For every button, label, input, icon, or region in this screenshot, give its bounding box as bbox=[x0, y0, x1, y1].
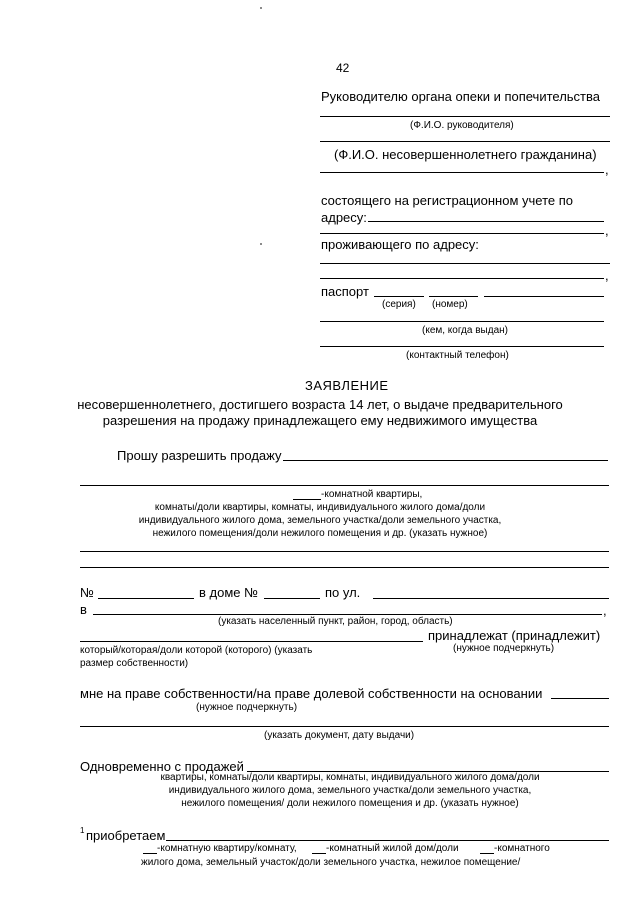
number-label: № bbox=[80, 585, 94, 600]
head-name-line bbox=[320, 116, 610, 117]
locality-hint: (указать населенный пункт, район, город, область) bbox=[218, 616, 453, 627]
acquire-line bbox=[166, 840, 609, 841]
apartment-number-line bbox=[98, 598, 194, 599]
comma: , bbox=[605, 223, 609, 238]
blank-line bbox=[80, 551, 609, 552]
address-line-2 bbox=[320, 233, 604, 234]
acquire-label: приобретаем bbox=[86, 828, 166, 843]
acq-count-line-1 bbox=[143, 853, 157, 854]
blank-line bbox=[80, 567, 609, 568]
head-name-line-2 bbox=[320, 141, 610, 142]
residing-line-1 bbox=[320, 263, 610, 264]
acq-hint-1: -комнатную квартиру/комнату, bbox=[157, 843, 297, 854]
ownership-label: мне на праве собственности/на праве долевой собственности на основании bbox=[80, 686, 543, 701]
comma: , bbox=[605, 162, 609, 177]
sim-hint-1: квартиры, комнаты/доли квартиры, комнаты, индивидуального жилого дома/доли bbox=[160, 772, 540, 783]
residing-line-2 bbox=[320, 278, 604, 279]
addressee-line: Руководителю органа опеки и попечительства bbox=[321, 89, 600, 104]
underline-hint-1: (нужное подчеркнуть) bbox=[453, 643, 555, 654]
simultaneous-label: Одновременно с продажей bbox=[80, 759, 244, 774]
request-line-2 bbox=[80, 485, 609, 486]
footnote-mark: 1 bbox=[80, 826, 85, 835]
rooms-hint-1: -комнатной квартиры, bbox=[321, 489, 423, 500]
registered-label-1: состоящего на регистрационном учете по bbox=[321, 193, 573, 208]
head-name-hint: (Ф.И.О. руководителя) bbox=[410, 120, 514, 131]
series-hint: (серия) bbox=[382, 299, 416, 310]
passport-label: паспорт bbox=[321, 284, 369, 299]
owner-hint-1: который/которая/доли которой (которого) (указать bbox=[80, 645, 313, 656]
minor-name-hint: (Ф.И.О. несовершеннолетнего гражданина) bbox=[334, 147, 597, 162]
passport-number-line bbox=[429, 296, 478, 297]
street-line bbox=[373, 598, 609, 599]
rooms-hint-4: нежилого помещения/доли нежилого помещения и др. (указать нужное) bbox=[152, 528, 488, 539]
underline-hint-2: (нужное подчеркнуть) bbox=[196, 702, 298, 713]
belongs-label: принадлежат (принадлежит) bbox=[428, 628, 601, 643]
title-subtitle-2: разрешения на продажу принадлежащего ему недвижимого имущества bbox=[102, 413, 538, 428]
acq-count-line-2 bbox=[312, 853, 326, 854]
request-label: Прошу разрешить продажу bbox=[117, 448, 282, 463]
document-title: ЗАЯВЛЕНИЕ bbox=[305, 378, 389, 393]
scan-speck bbox=[260, 243, 262, 245]
request-line bbox=[283, 460, 608, 461]
house-number-line bbox=[264, 598, 320, 599]
passport-rest-line bbox=[484, 296, 604, 297]
passport-series-line bbox=[374, 296, 424, 297]
issued-line bbox=[320, 321, 604, 322]
sim-hint-2: индивидуального жилого дома, земельного участка/доли земельного участка, bbox=[168, 785, 532, 796]
acq-hint-3: -комнатного bbox=[494, 843, 550, 854]
address-line-1 bbox=[368, 221, 604, 222]
issued-hint: (кем, когда выдан) bbox=[422, 325, 508, 336]
acq-hint-2: -комнатный жилой дом/доли bbox=[326, 843, 459, 854]
minor-name-line bbox=[320, 172, 604, 173]
comma: , bbox=[603, 603, 607, 618]
document-line bbox=[80, 726, 609, 727]
phone-line bbox=[320, 346, 604, 347]
locality-line bbox=[93, 614, 602, 615]
ownership-line bbox=[551, 698, 609, 699]
rooms-hint-3: индивидуального жилого дома, земельного участка/доли земельного участка, bbox=[138, 515, 502, 526]
acq-count-line-3 bbox=[480, 853, 494, 854]
acq-hint-4: жилого дома, земельный участок/доли земельного участка, нежилое помещение/ bbox=[141, 857, 521, 868]
rooms-hint-2: комнаты/доли квартиры, комнаты, индивидуального жилого дома/доли bbox=[154, 502, 486, 513]
phone-hint: (контактный телефон) bbox=[406, 350, 509, 361]
street-label: по ул. bbox=[325, 585, 361, 600]
number-hint: (номер) bbox=[432, 299, 468, 310]
page-number: 42 bbox=[336, 61, 350, 75]
document-hint: (указать документ, дату выдачи) bbox=[264, 730, 415, 741]
comma: , bbox=[605, 268, 609, 283]
residing-label: проживающего по адресу: bbox=[321, 237, 479, 252]
in-label: в bbox=[80, 602, 87, 617]
title-subtitle-1: несовершеннолетнего, достигшего возраста 14 лет, о выдаче предварительного bbox=[77, 397, 563, 412]
house-label: в доме № bbox=[199, 585, 259, 600]
owner-line bbox=[80, 641, 423, 642]
scan-speck bbox=[260, 7, 262, 9]
registered-label-2: адресу: bbox=[321, 210, 367, 225]
sim-hint-3: нежилого помещения/ доли нежилого помещения и др. (указать нужное) bbox=[181, 798, 519, 809]
owner-hint-2: размер собственности) bbox=[80, 658, 189, 669]
rooms-count-line bbox=[293, 499, 321, 500]
